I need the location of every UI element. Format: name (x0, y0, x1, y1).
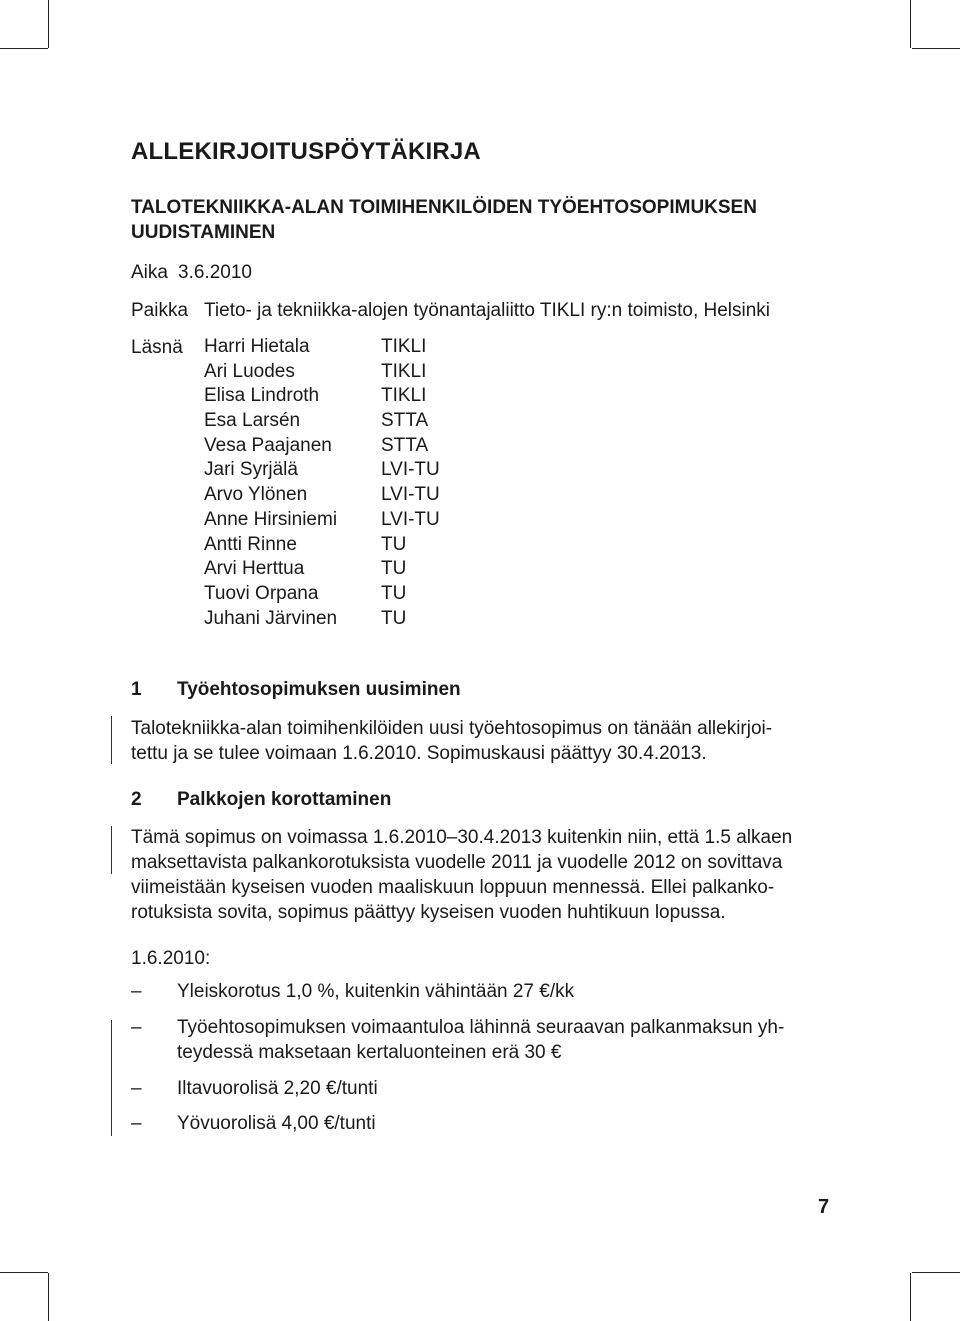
attendee-name: Arvi Herttua (204, 558, 305, 580)
bullet-dash: – (131, 1017, 142, 1038)
attendee-org: TU (381, 533, 407, 555)
attendee-org: TIKLI (381, 385, 427, 407)
attendee-name: Antti Rinne (204, 533, 297, 555)
attendee-org: TIKLI (381, 360, 427, 382)
page-number: 7 (818, 1196, 830, 1218)
attendee-name: Elisa Lindroth (204, 385, 320, 407)
change-bar (111, 826, 112, 874)
crop-mark-bottom-right (910, 1273, 911, 1321)
attendee-org: TU (381, 582, 407, 604)
attendee-org: STTA (381, 410, 429, 432)
crop-mark-top-right (910, 0, 911, 48)
subtitle-line-1: TALOTEKNIIKKA-ALAN TOIMIHENKILÖIDEN TYÖEHTOSOPIMUKSEN (131, 197, 757, 218)
attendee-name: Tuovi Orpana (204, 582, 319, 604)
section-2-heading (131, 789, 731, 814)
crop-mark-bottom-left (48, 1273, 49, 1321)
section-title: Työehtosopimuksen uusiminen (177, 679, 461, 700)
bullet-text: Yövuorolisä 4,00 €/tunti (177, 1113, 376, 1134)
date-heading: 1.6.2010: (131, 948, 211, 969)
place-value: Tieto- ja tekniikka-alojen työnantajaliitto TIKLI ry:n toimisto, Helsinki (204, 300, 771, 321)
bullet-text: Työehtosopimuksen voimaantuloa lähinnä seuraavan palkanmaksun yh- (177, 1017, 785, 1038)
paragraph-line: tettu ja se tulee voimaan 1.6.2010. Sopimuskausi päättyy 30.4.2013. (131, 743, 707, 764)
attendee-org: LVI-TU (381, 508, 440, 530)
bullet-dash: – (131, 1113, 142, 1134)
crop-mark-bottom-left-h (0, 1272, 48, 1273)
bullet-text-continued: teydessä maksetaan kertaluonteinen erä 30 € (177, 1042, 562, 1063)
present-label: Läsnä (131, 337, 183, 358)
paragraph-line: Talotekniikka-alan toimihenkilöiden uusi työehtosopimus on tänään allekirjoi- (131, 718, 773, 739)
subtitle-line-2: UUDISTAMINEN (131, 222, 276, 243)
document-title: ALLEKIRJOITUSPÖYTÄKIRJA (131, 138, 481, 165)
attendee-name: Arvo Ylönen (204, 484, 308, 506)
attendee-name: Esa Larsén (204, 410, 301, 432)
bullet-text: Yleiskorotus 1,0 %, kuitenkin vähintään 27 €/kk (177, 981, 575, 1002)
paragraph-line: maksettavista palkankorotuksista vuodelle 2011 ja vuodelle 2012 on sovittava (131, 852, 783, 873)
attendee-name: Vesa Paajanen (204, 434, 332, 456)
crop-mark-top-left (48, 0, 49, 48)
section-2-paragraph (131, 825, 831, 925)
paragraph-line: rotuksista sovita, sopimus päättyy kyseisen vuoden huhtikuun lopussa. (131, 902, 726, 923)
change-bar (111, 1020, 112, 1136)
crop-mark-bottom-right-h (912, 1272, 960, 1273)
attendee-org: TU (381, 607, 407, 629)
place-label: Paikka (131, 300, 189, 321)
crop-mark-top-right-h (912, 48, 960, 49)
bullet-dash: – (131, 1078, 142, 1099)
time-label: Aika (131, 262, 168, 283)
paragraph-line: Tämä sopimus on voimassa 1.6.2010–30.4.2013 kuitenkin niin, että 1.5 alkaen (131, 827, 793, 848)
section-number: 1 (131, 679, 142, 700)
attendee-org: TU (381, 558, 407, 580)
attendee-org: STTA (381, 434, 429, 456)
section-1-heading (131, 679, 731, 704)
attendee-name: Juhani Järvinen (204, 607, 338, 629)
time-value: 3.6.2010 (178, 262, 252, 283)
document-subtitle (131, 195, 831, 245)
attendee-org: LVI-TU (381, 459, 440, 481)
section-number: 2 (131, 789, 142, 810)
paragraph-line: viimeistään kyseisen vuoden maaliskuun loppuun mennessä. Ellei palkanko- (131, 877, 775, 898)
bullet-text: Iltavuorolisä 2,20 €/tunti (177, 1078, 378, 1099)
attendee-org: TIKLI (381, 336, 427, 357)
section-1-paragraph (131, 716, 831, 766)
change-bar (111, 716, 112, 764)
attendee-name: Harri Hietala (204, 336, 310, 357)
attendee-name: Jari Syrjälä (204, 459, 298, 481)
section-title: Palkkojen korottaminen (177, 789, 392, 810)
bullet-dash: – (131, 981, 142, 1002)
attendee-name: Ari Luodes (204, 360, 295, 382)
crop-mark-top-left-h (0, 48, 48, 49)
attendee-name: Anne Hirsiniemi (204, 508, 338, 530)
attendee-org: LVI-TU (381, 484, 440, 506)
